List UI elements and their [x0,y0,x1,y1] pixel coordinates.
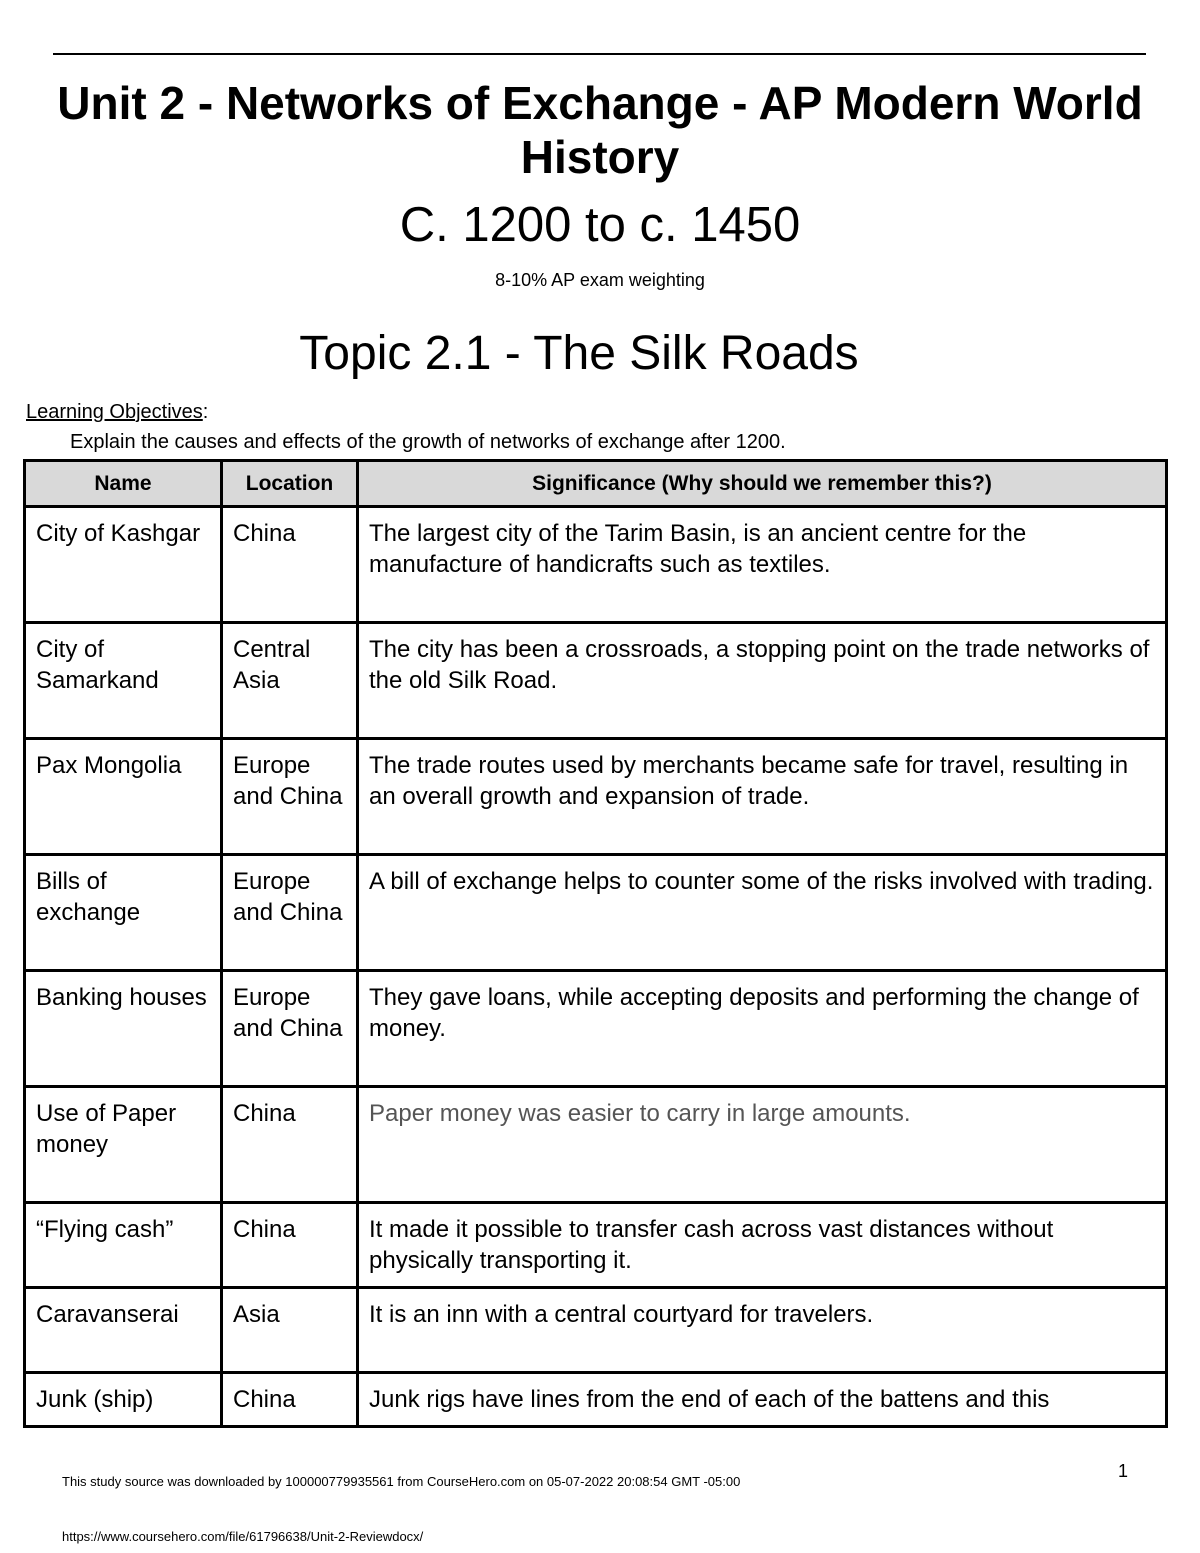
page-number: 1 [1118,1461,1129,1481]
silk-roads-table [23,459,1168,1428]
table-row [25,1288,1167,1373]
column-header-location: Location [222,461,358,507]
table-row [25,971,1167,1087]
learning-objectives-label [26,400,208,424]
cell-name: Pax Mongolia [25,739,222,855]
cell-location: Asia [222,1288,358,1373]
cell-name: Use of Paper money [25,1087,222,1203]
table-row [25,1087,1167,1203]
cell-name: Junk (ship) [25,1373,222,1427]
cell-location: Europe and China [222,971,358,1087]
table-header-row [25,461,1167,507]
learning-objectives-colon: : [202,401,209,423]
document-title: Unit 2 - Networks of Exchange - AP Modern World History [57,77,1143,183]
date-range-subtitle: C. 1200 to c. 1450 [399,198,801,252]
cell-name: City of Samarkand [25,623,222,739]
learning-objective: Explain the causes and effects of the growth of networks of exchange after 1200. [70,431,786,453]
cell-location: China [222,507,358,623]
cell-name: “Flying cash” [25,1203,222,1288]
cell-significance: The largest city of the Tarim Basin, is an ancient centre for the manufacture of handicrafts such as textiles. [358,507,1167,623]
download-notice: This study source was downloaded by 100000779935561 from CourseHero.com on 05-07-2022 20:08:54 GMT -05:00 [62,1474,741,1489]
table-row [25,739,1167,855]
cell-location: China [222,1203,358,1288]
cell-name: Caravanserai [25,1288,222,1373]
top-divider [53,53,1146,55]
cell-significance: Junk rigs have lines from the end of each of the battens and this [358,1373,1167,1427]
cell-significance: It is an inn with a central courtyard for travelers. [358,1288,1167,1373]
cell-location: Europe and China [222,739,358,855]
topic-heading: Topic 2.1 - The Silk Roads [299,327,859,380]
table-row [25,855,1167,971]
cell-significance: It made it possible to transfer cash across vast distances without physically transporting it. [358,1203,1167,1288]
learning-objectives-text: Learning Objectives [26,401,203,423]
cell-name: Bills of exchange [25,855,222,971]
column-header-name: Name [25,461,222,507]
cell-significance: The trade routes used by merchants became safe for travel, resulting in an overall growth and expansion of trade. [358,739,1167,855]
cell-significance: The city has been a crossroads, a stopping point on the trade networks of the old Silk Road. [358,623,1167,739]
exam-weighting: 8-10% AP exam weighting [495,270,705,290]
table-row [25,623,1167,739]
cell-name: Banking houses [25,971,222,1087]
table-row [25,1373,1167,1427]
cell-location: Central Asia [222,623,358,739]
cell-location: China [222,1373,358,1427]
cell-location: China [222,1087,358,1203]
cell-significance: They gave loans, while accepting deposits and performing the change of money. [358,971,1167,1087]
cell-significance: Paper money was easier to carry in large amounts. [358,1087,1167,1203]
cell-name: City of Kashgar [25,507,222,623]
table-row [25,1203,1167,1288]
column-header-significance: Significance (Why should we remember this?) [358,461,1167,507]
source-url[interactable]: https://www.coursehero.com/file/61796638/Unit-2-Reviewdocx/ [62,1529,424,1544]
table-row [25,507,1167,623]
cell-significance: A bill of exchange helps to counter some of the risks involved with trading. [358,855,1167,971]
cell-location: Europe and China [222,855,358,971]
